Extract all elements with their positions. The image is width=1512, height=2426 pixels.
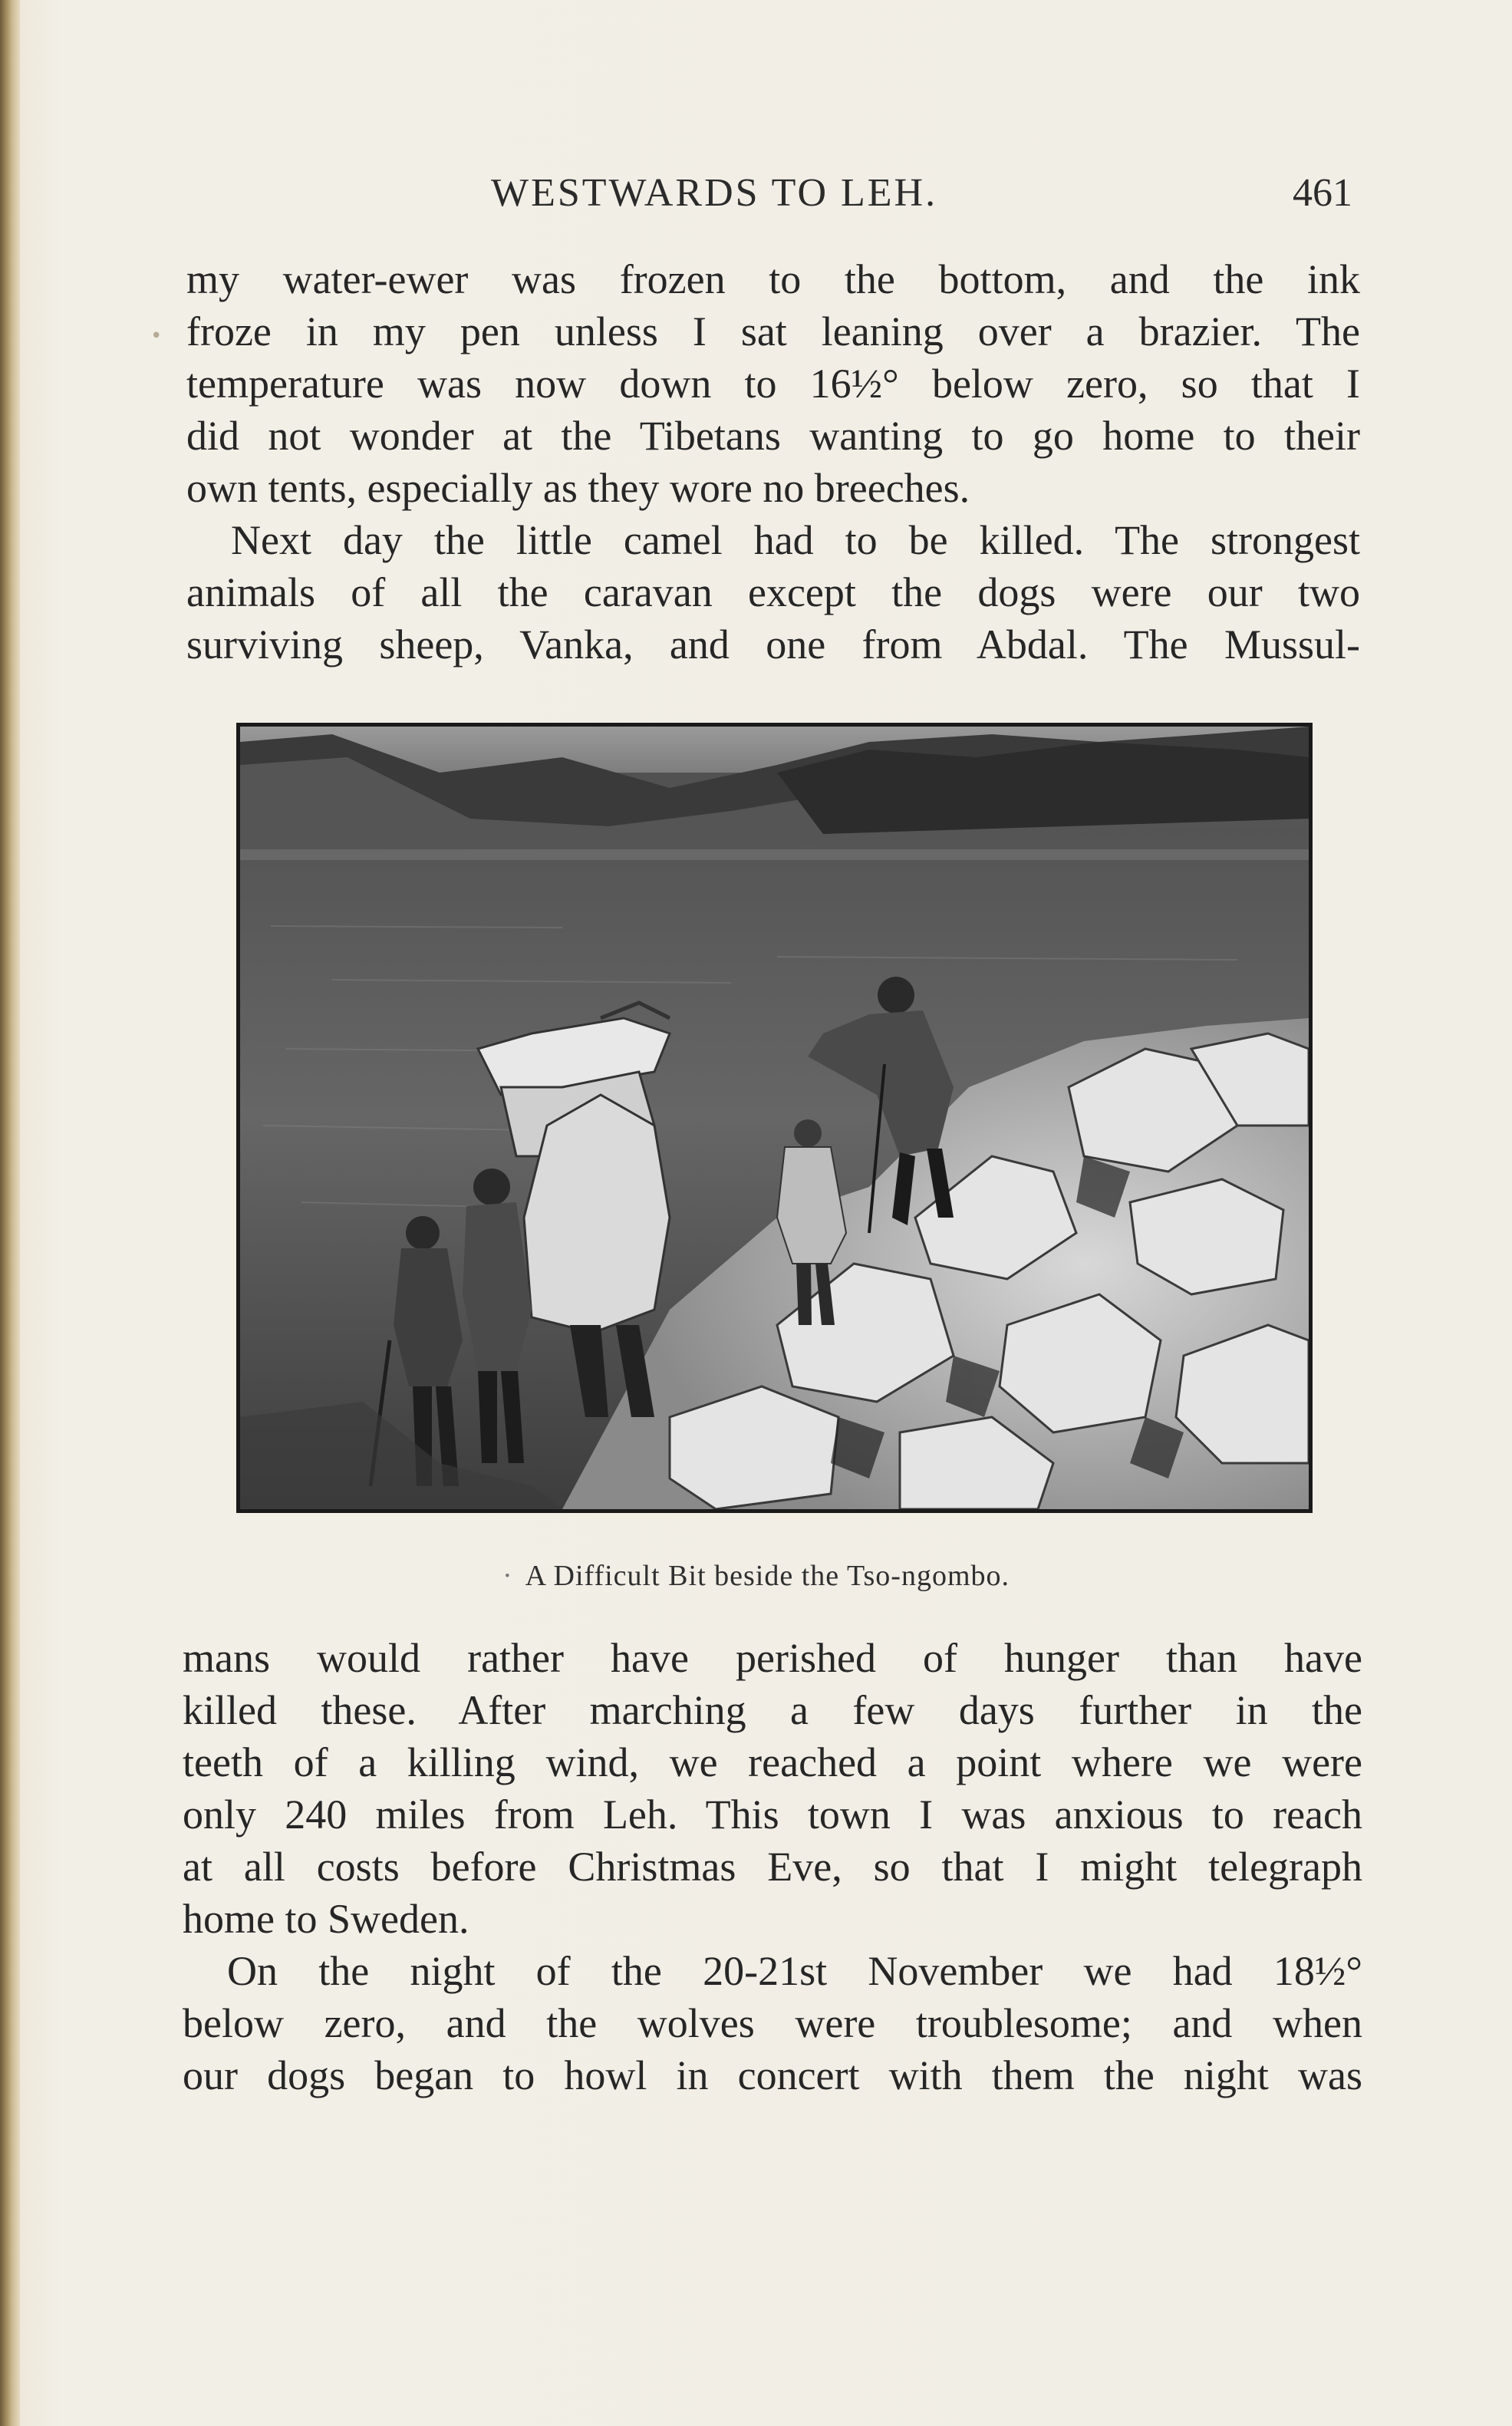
page-number: 461 (1293, 171, 1352, 215)
text-line: home to Sweden. (183, 1896, 469, 1942)
text-line: killed these. After marching a few days further in the (183, 1687, 1362, 1733)
text-line: temperature was now down to 16½° below zero, so that I (186, 361, 1360, 407)
text-line: my water-ewer was frozen to the bottom, and the ink (186, 256, 1360, 302)
text-line: own tents, especially as they wore no breeches. (186, 465, 970, 511)
body-text-top (186, 253, 1360, 671)
caption-dot: · (502, 1560, 513, 1592)
text-line: at all costs before Christmas Eve, so that I might telegraph (183, 1844, 1362, 1890)
text-line: only 240 miles from Leh. This town I was anxious to reach (183, 1791, 1362, 1838)
margin-mark: • (150, 325, 163, 348)
text-line: Next day the little camel had to be killed. The strongest (231, 517, 1360, 563)
body-text-bottom (183, 1632, 1362, 2101)
figure-caption (0, 1559, 1512, 1593)
text-line: mans would rather have perished of hunger than have (183, 1635, 1362, 1681)
figure-caption-text: A Difficult Bit beside the Tso-ngombo. (525, 1560, 1010, 1592)
text-line: did not wonder at the Tibetans wanting to go home to their (186, 413, 1360, 459)
text-line: surviving sheep, Vanka, and one from Abdal. The Mussul- (186, 621, 1360, 667)
text-line: below zero, and the wolves were troublesome; and when (183, 2000, 1362, 2046)
text-line: froze in my pen unless I sat leaning over a brazier. The (186, 308, 1360, 354)
text-line: teeth of a killing wind, we reached a point where we were (183, 1739, 1362, 1785)
book-binding-edge (0, 0, 20, 2426)
running-head: WESTWARDS TO LEH. (491, 171, 938, 215)
text-line: animals of all the caravan except the dogs were our two (186, 569, 1360, 615)
text-line: On the night of the 20-21st November we had 18½° (227, 1948, 1362, 1994)
photograph-lake-rocks-travelers (240, 727, 1309, 1509)
photograph-figure (236, 723, 1313, 1513)
text-line: our dogs began to howl in concert with them the night was (183, 2052, 1362, 2098)
